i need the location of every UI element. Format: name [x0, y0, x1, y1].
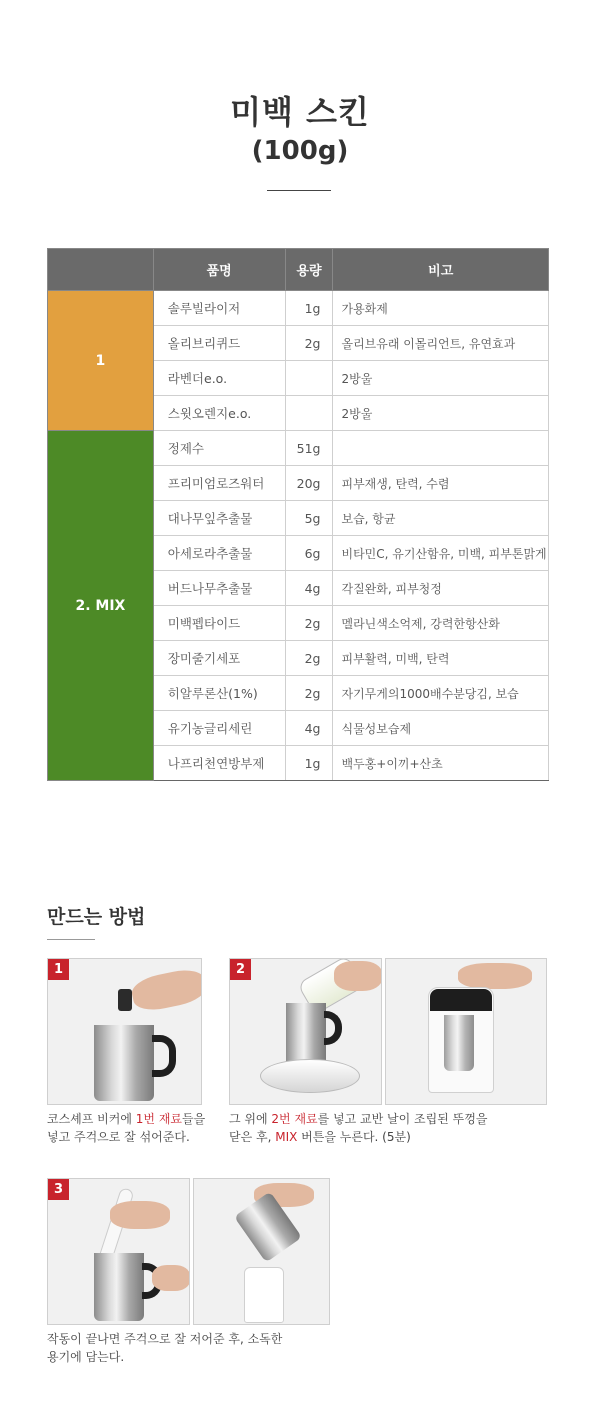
ingredient-note: 멜라닌색소억제, 강력한항산화 — [333, 606, 549, 641]
step-3-caption — [47, 1330, 347, 1366]
hand-image — [129, 966, 202, 1015]
ingredient-amount: 2g — [285, 676, 333, 711]
group-label-1: 1 — [48, 291, 154, 431]
caption-text: 닫은 후, — [229, 1130, 276, 1144]
ingredient-note: 각질완화, 피부청정 — [333, 571, 549, 606]
header-note: 비고 — [333, 249, 549, 291]
ingredient-name: 미백펩타이드 — [153, 606, 285, 641]
beaker-image — [94, 1025, 154, 1101]
ingredient-name: 버드나무추출물 — [153, 571, 285, 606]
ingredient-amount — [285, 361, 333, 396]
ingredient-name: 솔루빌라이저 — [153, 291, 285, 326]
ingredient-amount: 6g — [285, 536, 333, 571]
header-group — [48, 249, 154, 291]
product-weight: (100g) — [251, 136, 349, 166]
ingredient-name: 히알루론산(1%) — [153, 676, 285, 711]
ingredient-amount: 2g — [285, 326, 333, 361]
ingredient-note: 피부활력, 미백, 탄력 — [333, 641, 549, 676]
ingredient-name: 정제수 — [153, 431, 285, 466]
caption-text: 그 위에 — [229, 1112, 272, 1126]
ingredient-table — [47, 248, 549, 781]
container-bottle-image — [244, 1267, 284, 1323]
hand-image — [458, 963, 532, 989]
beaker-image — [444, 1015, 474, 1071]
caption-text: 작동이 끝나면 주걱으로 잘 저어준 후, 소독한 — [47, 1332, 283, 1346]
hand-image — [334, 961, 382, 991]
ingredient-note — [333, 431, 549, 466]
ingredient-note: 가용화제 — [333, 291, 549, 326]
table-header-row — [48, 249, 549, 291]
ingredient-note: 2방울 — [333, 361, 549, 396]
ingredient-name: 스윗오렌지e.o. — [153, 396, 285, 431]
caption-highlight: MIX — [275, 1130, 298, 1144]
step-2-badge: 2 — [230, 959, 251, 980]
ingredient-amount: 2g — [285, 606, 333, 641]
step-2-photo-a — [229, 958, 382, 1105]
ingredient-name: 올리브리퀴드 — [153, 326, 285, 361]
table-row — [48, 291, 549, 326]
ingredient-amount — [285, 396, 333, 431]
ingredient-note: 백두홍+이끼+산초 — [333, 746, 549, 781]
beaker-image — [94, 1253, 144, 1321]
scale-image — [260, 1059, 360, 1093]
method-divider — [47, 939, 95, 940]
ingredient-name: 대나무잎추출물 — [153, 501, 285, 536]
ingredient-note: 2방울 — [333, 396, 549, 431]
step-3-photo-b — [193, 1178, 330, 1325]
header-amount: 용량 — [285, 249, 333, 291]
ingredient-amount: 1g — [285, 746, 333, 781]
step-1-photo — [47, 958, 202, 1105]
method-title: 만드는 방법 — [47, 906, 146, 928]
step-2-caption — [229, 1110, 559, 1146]
hand-image — [152, 1265, 190, 1291]
ingredient-note: 비타민C, 유기산함유, 미백, 피부톤맑게 — [333, 536, 549, 571]
ingredient-amount: 5g — [285, 501, 333, 536]
ingredient-amount: 51g — [285, 431, 333, 466]
ingredient-note: 보습, 항균 — [333, 501, 549, 536]
step-1-badge: 1 — [48, 959, 69, 980]
table-row — [48, 431, 549, 466]
product-title: 미백 스킨 — [230, 93, 370, 131]
caption-highlight: 2번 재료 — [271, 1112, 318, 1126]
group-label-2: 2. MIX — [48, 431, 154, 781]
ingredient-name: 나프리천연방부제 — [153, 746, 285, 781]
mixer-lid-image — [430, 989, 492, 1011]
title-divider — [267, 190, 331, 191]
ingredient-amount: 4g — [285, 711, 333, 746]
ingredient-note: 식물성보습제 — [333, 711, 549, 746]
beaker-handle-image — [324, 1011, 342, 1045]
ingredient-name: 라벤더e.o. — [153, 361, 285, 396]
ingredient-amount: 1g — [285, 291, 333, 326]
step-3-badge: 3 — [48, 1179, 69, 1200]
beaker-handle-image — [152, 1035, 176, 1077]
caption-text: 넣고 주걱으로 잘 섞어준다. — [47, 1130, 190, 1144]
product-title-block — [0, 92, 600, 168]
step-3-photo-a — [47, 1178, 190, 1325]
ingredient-name: 아세로라추출물 — [153, 536, 285, 571]
caption-text: 들을 — [182, 1112, 206, 1126]
caption-highlight: 1번 재료 — [135, 1112, 183, 1126]
ingredient-name: 유기농글리세린 — [153, 711, 285, 746]
ingredient-note: 자기무게의1000배수분당김, 보습 — [333, 676, 549, 711]
ingredient-amount: 4g — [285, 571, 333, 606]
caption-text: 버튼을 누른다. (5분) — [297, 1130, 411, 1144]
ingredient-amount: 2g — [285, 641, 333, 676]
step-2-photo-b — [385, 958, 547, 1105]
ingredient-amount: 20g — [285, 466, 333, 501]
caption-text: 용기에 담는다. — [47, 1350, 125, 1364]
dropper-bottle-image — [118, 989, 132, 1011]
header-name: 품명 — [153, 249, 285, 291]
ingredient-note: 피부재생, 탄력, 수렴 — [333, 466, 549, 501]
hand-image — [110, 1201, 170, 1229]
ingredient-note: 올리브유래 이몰리언트, 유연효과 — [333, 326, 549, 361]
ingredient-name: 장미줄기세포 — [153, 641, 285, 676]
caption-text: 를 넣고 교반 날이 조립된 뚜껑을 — [317, 1112, 488, 1126]
ingredient-name: 프리미엄로즈워터 — [153, 466, 285, 501]
step-1-caption — [47, 1110, 217, 1146]
caption-text: 코스셰프 비커에 — [47, 1112, 136, 1126]
